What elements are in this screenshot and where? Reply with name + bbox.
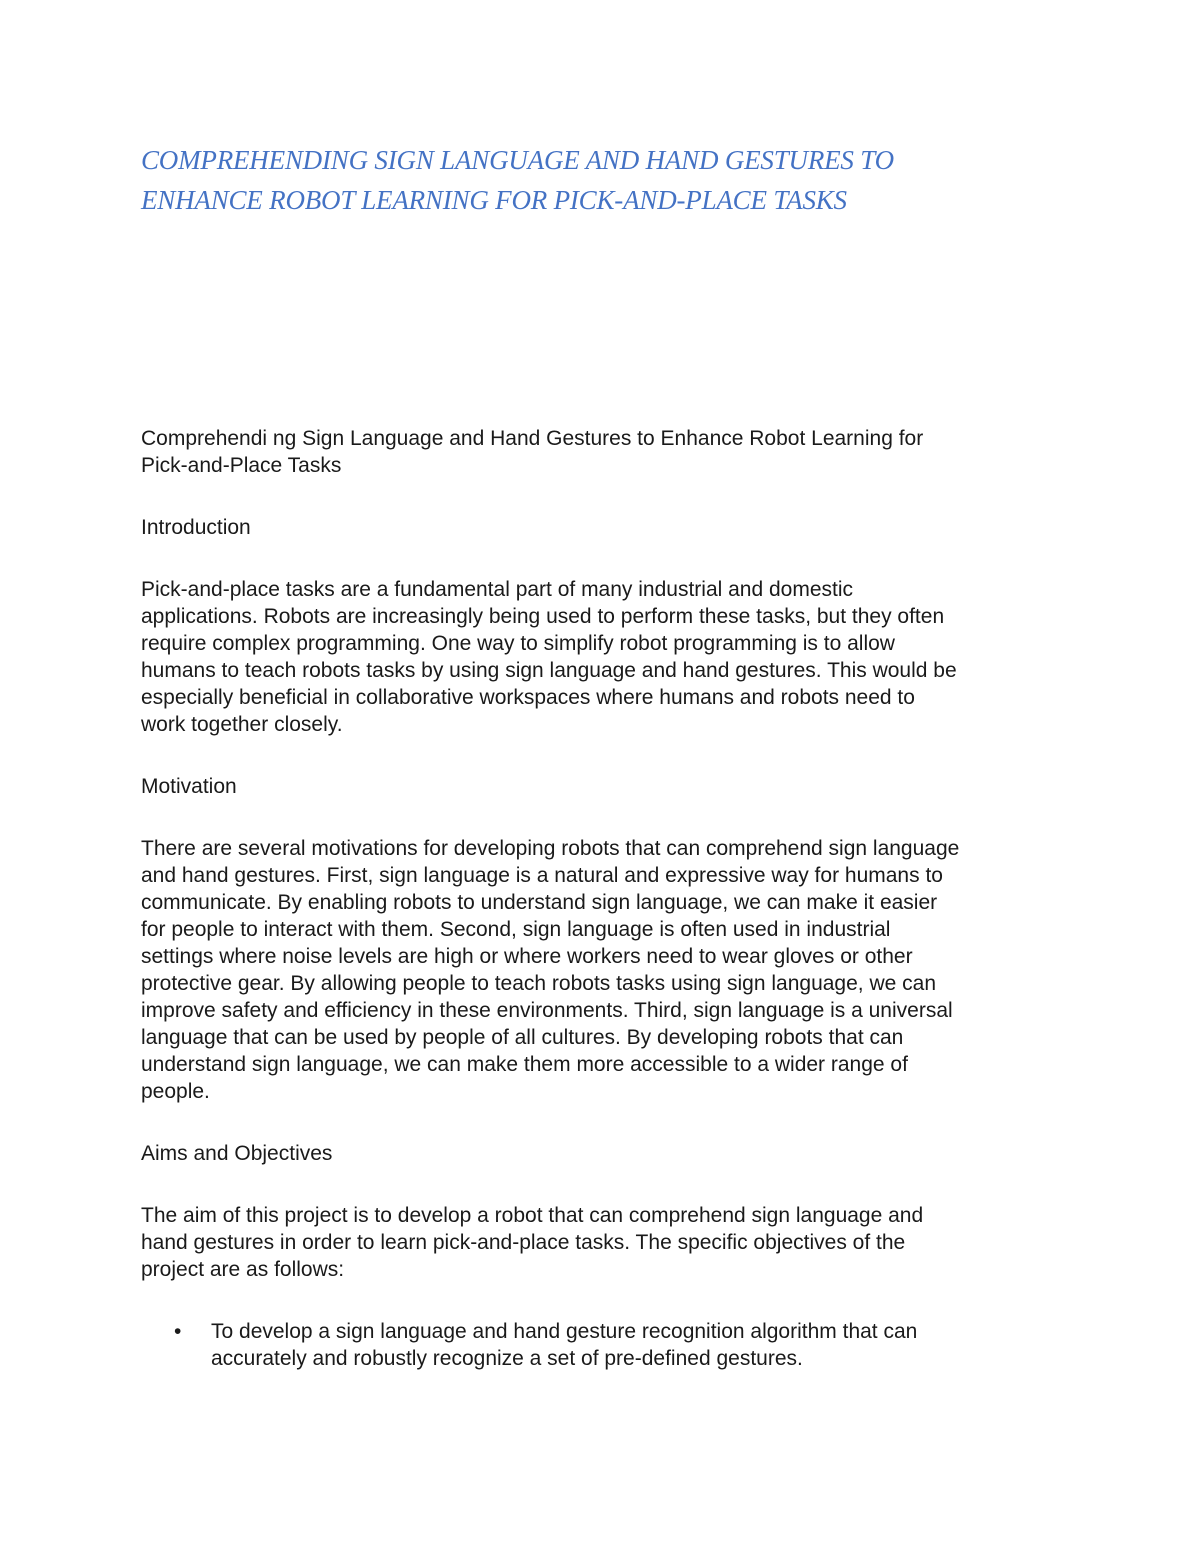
paragraph-line: communicate. By enabling robots to understand sign language, we can make it easier	[141, 891, 938, 914]
bullet-icon: •	[174, 1320, 182, 1343]
objectives-list	[141, 1318, 1076, 1372]
subtitle	[141, 425, 1076, 479]
subtitle-line: Pick-and-Place Tasks	[141, 454, 342, 477]
aims-heading	[141, 1140, 1076, 1167]
introduction-heading-text: Introduction	[141, 516, 251, 539]
document-body	[141, 425, 1076, 1372]
paragraph-line: settings where noise levels are high or where workers need to wear gloves or other	[141, 945, 913, 968]
title-line: COMPREHENDING SIGN LANGUAGE AND HAND GESTURES TO	[141, 145, 894, 175]
paragraph-line: There are several motivations for developing robots that can comprehend sign language	[141, 837, 960, 860]
paragraph-line: applications. Robots are increasingly being used to perform these tasks, but they often	[141, 605, 945, 628]
paragraph-line: protective gear. By allowing people to teach robots tasks using sign language, we can	[141, 972, 936, 995]
motivation-heading	[141, 773, 1076, 800]
list-item-line: To develop a sign language and hand gesture recognition algorithm that can	[211, 1320, 918, 1343]
paragraph-line: improve safety and efficiency in these environments. Third, sign language is a universal	[141, 999, 953, 1022]
paragraph-line: understand sign language, we can make them more accessible to a wider range of	[141, 1053, 908, 1076]
paragraph-line: Pick-and-place tasks are a fundamental part of many industrial and domestic	[141, 578, 854, 601]
paragraph-line: hand gestures in order to learn pick-and-place tasks. The specific objectives of the	[141, 1231, 906, 1254]
paragraph-line: and hand gestures. First, sign language is a natural and expressive way for humans to	[141, 864, 943, 887]
paragraph-line: require complex programming. One way to simplify robot programming is to allow	[141, 632, 895, 655]
paragraph-line: work together closely.	[141, 713, 343, 736]
aims-paragraph	[141, 1202, 1076, 1283]
document-title	[141, 140, 1081, 220]
paragraph-line: especially beneficial in collaborative workspaces where humans and robots need to	[141, 686, 915, 709]
subtitle-line: Comprehendi ng Sign Language and Hand Gestures to Enhance Robot Learning for	[141, 427, 924, 450]
paragraph-line: The aim of this project is to develop a robot that can comprehend sign language and	[141, 1204, 924, 1227]
paragraph-line: language that can be used by people of all cultures. By developing robots that can	[141, 1026, 904, 1049]
motivation-paragraph	[141, 835, 1076, 1105]
list-item-line: accurately and robustly recognize a set of pre-defined gestures.	[211, 1347, 803, 1370]
title-line: ENHANCE ROBOT LEARNING FOR PICK-AND-PLACE TASKS	[141, 185, 847, 215]
list-item	[141, 1318, 1076, 1372]
paragraph-line: people.	[141, 1080, 210, 1103]
paragraph-line: humans to teach robots tasks by using sign language and hand gestures. This would be	[141, 659, 957, 682]
aims-heading-text: Aims and Objectives	[141, 1142, 333, 1165]
paragraph-line: project are as follows:	[141, 1258, 345, 1281]
paragraph-line: for people to interact with them. Second, sign language is often used in industrial	[141, 918, 891, 941]
motivation-heading-text: Motivation	[141, 775, 237, 798]
introduction-heading	[141, 514, 1076, 541]
introduction-paragraph	[141, 576, 1076, 738]
